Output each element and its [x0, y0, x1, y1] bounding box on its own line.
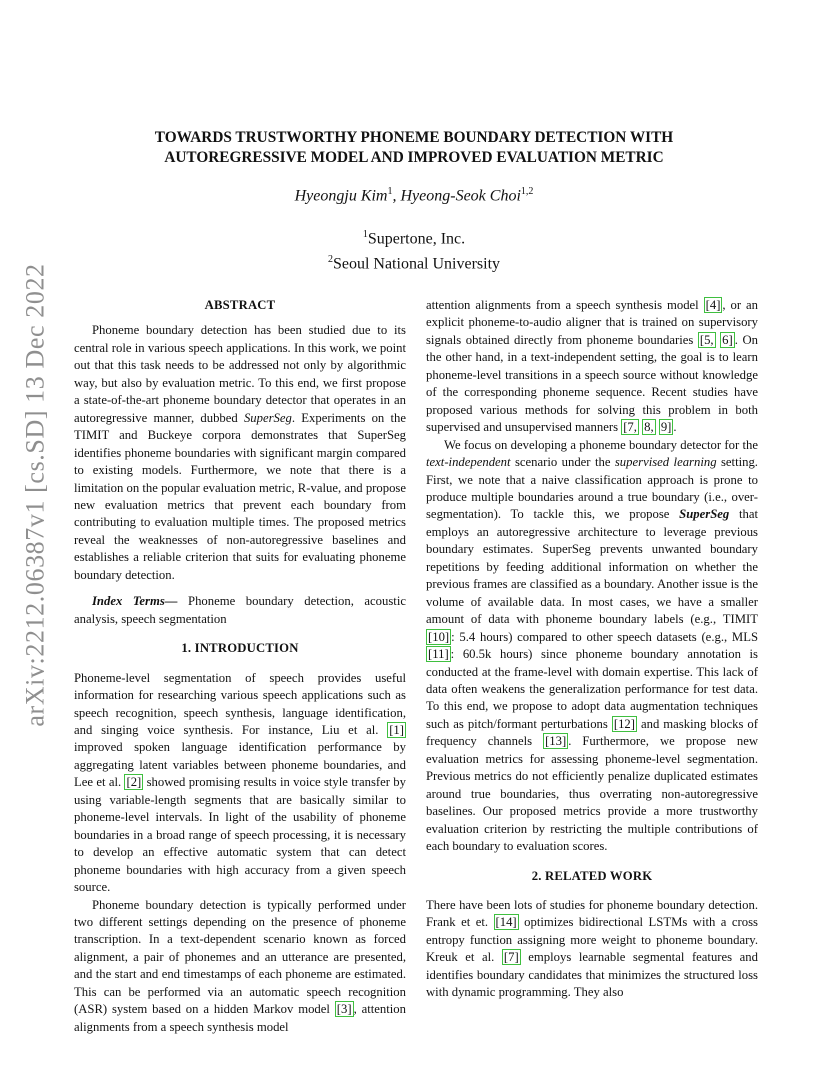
affil-sup: 1	[362, 229, 368, 240]
affiliation-1	[80, 224, 748, 249]
intro-paragraph-2: Phoneme boundary detection is typically performed under two different settings depending on the presence of phoneme transcription. In a text-dependent scenario known as forced alignment, a pair of phonemes and an utterance are presented, and the start and end timestamps of each phoneme are estimated. This can be performed via an automatic speech recognition (ASR) system based on a hidden Markov model [3] , attention alignments from a speech synthesis model	[74, 897, 406, 1034]
citation-link[interactable]: [3]	[336, 1002, 352, 1017]
citation-link[interactable]: [10]	[428, 629, 450, 644]
intro-paragraph-2-continued: attention alignments from a speech synthesis model [4] , or an explicit phoneme-to-audio aligner that is trained on supervisory signals obtained directly from phoneme boundaries [5, 6] . On the other hand, in a text-independent setting, the goal is to learn phoneme-level transitions in a speech source without knowledge of the corresponding phoneme sequence. Recent studies have proposed various methods for solving this problem in both supervised and unsupervised manners [7, 8, 9] .	[426, 298, 758, 435]
arxiv-identifier	[21, 263, 51, 727]
citation-link[interactable]: [13]	[545, 734, 567, 749]
affiliation-list	[80, 224, 748, 275]
related-work-paragraph-1: There have been lots of studies for phoneme boundary detection. Frank et et. [14] optimizes bidirectional LSTMs with a cross entropy function assigning more weight to phoneme boundary. Kreuk et al. [7] employs learnable segmental features and identifies boundary candidates that minimizes the structured loss with dynamic programming. They also	[426, 897, 758, 1000]
affil-name: Supertone, Inc.	[367, 230, 466, 248]
section-heading-introduction: 1. INTRODUCTION	[181, 641, 299, 656]
citation-link[interactable]: 6]	[722, 332, 733, 347]
index-terms-label: Index Terms—	[92, 594, 178, 609]
citation-link[interactable]: [5,	[699, 332, 714, 347]
author-name: Hyeong-Seok Choi	[400, 187, 521, 205]
left-column	[74, 297, 406, 1036]
affil-sup: 2	[327, 254, 333, 266]
author-affil-sup: 1	[387, 186, 393, 197]
citation-link[interactable]: [7,	[623, 420, 637, 435]
model-name: SuperSeg	[679, 507, 730, 522]
author-affil-sup: 1,2	[520, 186, 534, 197]
affil-name: Seoul National University	[332, 255, 501, 273]
intro-paragraph-3: We focus on developing a phoneme boundary detector for the text-independent scenario under the supervised learning setting. First, we note that a naive classification approach is prone to produce multiple boundaries around a true boundary (i.e., over-segmentation). To tackle this, we propose SuperSeg that employs an autoregressive architecture to leverage previous boundary estimates. SuperSeg prevents unwanted boundary repetitions by feeding additional information on whether the previous frames are classified as a boundary. Another issue is the volume of available data. In most cases, we have a smaller amount of data with phoneme boundary labels (e.g., TIMIT [10] : 5.4 hours) compared to other speech datasets (e.g., MLS [11] : 60.5k hours) since phoneme boundary annotation is conducted at the frame-level with domain expertise. This lack of data often weakens the generalization performance for test data. To this end, we propose to adopt data augmentation techniques such as pitch/formant perturbations [12] and masking blocks of frequency channels [13] . Furthermore, we propose new evaluation metrics for assessing phoneme-level segmentation. Previous metrics do not efficiently penalize duplicated estimates around true boundaries, thus overrating non-autoregressive baselines. Our proposed metrics provide a more trustworthy evaluation criterion by restricting the multiple contributions of each boundary to evaluation scores.	[426, 437, 758, 854]
citation-link[interactable]: [1]	[389, 722, 404, 737]
model-name: SuperSeg	[243, 410, 292, 425]
citation-link[interactable]: [11]	[428, 647, 449, 662]
paper-title	[80, 128, 748, 168]
citation-link[interactable]: 9]	[660, 420, 672, 435]
section-heading-related-work: 2. RELATED WORK	[531, 868, 653, 883]
intro-paragraph-1: Phoneme-level segmentation of speech provides useful information for researching various speech applications such as speech recognition, speech synthesis, language identification, and singing voice synthesis. For instance, Liu et al. [1] improved spoken language identification performance by aggregating latent variables between phoneme boundaries, and Lee et al. [2] showed promising results in voice style transfer by using variable-length segments that are basically similar to phoneme-level intervals. In light of the usability of phoneme boundaries in a broad range of speech processing, it is necessary to develop an effective automatic system that can detect phoneme boundaries with high accuracy from a given speech source.	[74, 670, 406, 895]
abstract-text: Phoneme boundary detection has been studied due to its central role in various speech applications. In this work, we point out that this task needs to be addressed not only by algorithmic way, but also by evaluation metric. To this end, we first propose a state-of-the-art phoneme boundary detector that operates in an autoregressive manner, dubbed SuperSeg. Experiments on the TIMIT and Buckeye corpora demonstrates that SuperSeg identifies phoneme boundaries with significant margin compared to existing models. Furthermore, we note that there is a limitation on the popular evaluation metric, R-value, and propose new evaluation metrics that prevent each boundary from contributing to evaluation multiple times. The proposed metrics reveal the weaknesses of non-autoregressive baselines and establishes a reliable criterion that suits for evaluating phoneme boundary detection.	[74, 323, 406, 582]
citation-link[interactable]: 8,	[644, 420, 654, 435]
citation-link[interactable]: [4]	[705, 298, 721, 312]
title-line-1: TOWARDS TRUSTWORTHY PHONEME BOUNDARY DETECTION WITH	[154, 129, 674, 146]
citation-link[interactable]: [7]	[503, 950, 519, 965]
citation-link[interactable]: [14]	[495, 915, 517, 930]
author-list: Hyeongju Kim$^1$, Hyeong-Seok Choi$^{1,2}$	[294, 186, 534, 205]
affiliation-2	[80, 249, 748, 274]
title-line-2: AUTOREGRESSIVE MODEL AND IMPROVED EVALUATION METRIC	[164, 149, 664, 166]
right-column	[426, 297, 758, 1002]
abstract-heading: ABSTRACT	[204, 298, 276, 312]
index-terms: Index Terms— Phoneme boundary detection, acoustic analysis, speech segmentation	[74, 594, 406, 626]
arxiv-identifier-text: arXiv:2212.06387v1 [cs.SD] 13 Dec 2022	[21, 263, 51, 727]
citation-link[interactable]: [12]	[613, 716, 635, 731]
citation-link[interactable]: [2]	[126, 775, 142, 790]
author-name: Hyeongju Kim	[294, 187, 388, 205]
